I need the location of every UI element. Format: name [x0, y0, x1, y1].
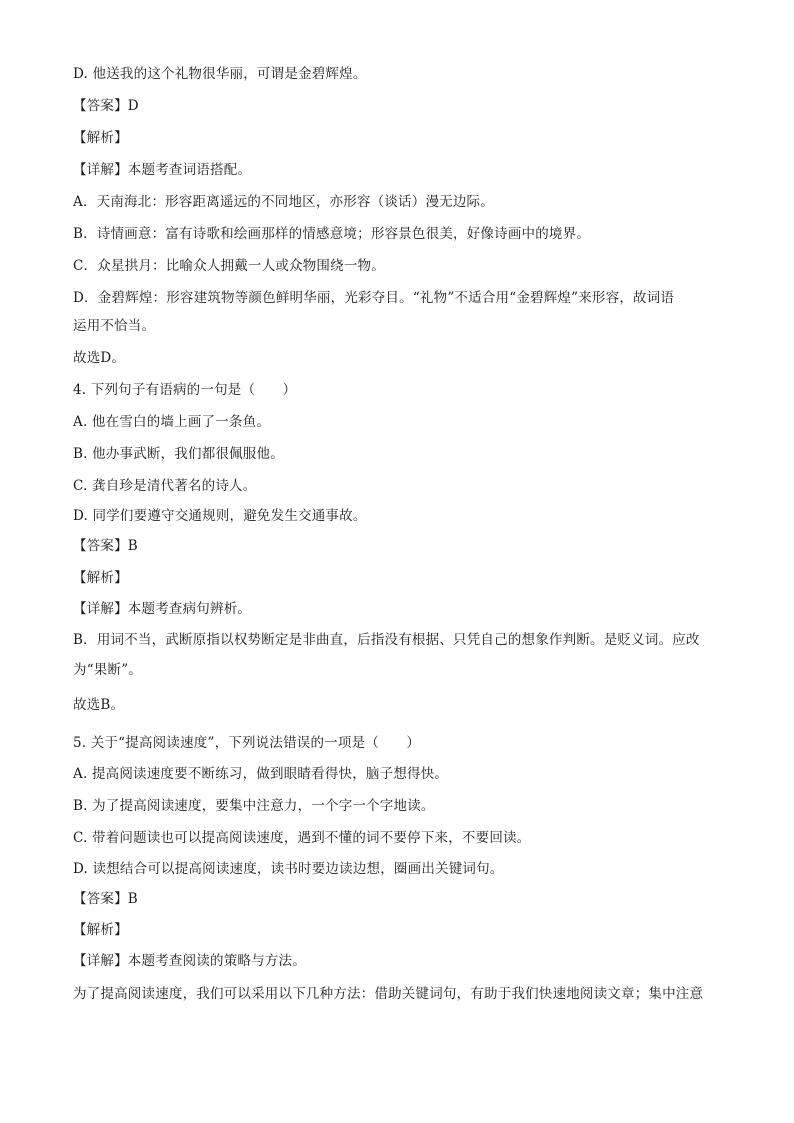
conclusion-line: 故选B。 — [73, 697, 125, 713]
question-4-option-a: A. 他在雪白的墙上画了一条鱼。 — [73, 414, 271, 430]
answer-label: 【答案】B — [73, 891, 138, 907]
explanation-b: B．用词不当，武断原指以权势断定是非曲直，后指没有根据、只凭自己的想象作判断。是贬义词。应改 — [73, 632, 700, 648]
question-5-option-d: D. 读想结合可以提高阅读速度，读书时要边读边想，圈画出关键词句。 — [73, 861, 504, 877]
analysis-label: 【解析】 — [73, 130, 128, 146]
explanation-a: A．天南海北：形容距离遥远的不同地区，亦形容（谈话）漫无边际。 — [73, 194, 494, 210]
question-4-option-c: C. 龚自珍是清代著名的诗人。 — [73, 478, 257, 494]
explanation-b: B．诗情画意：富有诗歌和绘画那样的情感意境；形容景色很美，好像诗画中的境界。 — [73, 226, 591, 242]
question-4-option-d: D. 同学们要遵守交通规则，避免发生交通事故。 — [73, 508, 367, 524]
detail-line: 【详解】本题考查阅读的策略与方法。 — [73, 953, 306, 969]
explanation-c: C．众星拱月：比喻众人拥戴一人或众物围绕一物。 — [73, 258, 385, 274]
analysis-label: 【解析】 — [73, 922, 128, 938]
detail-line: 【详解】本题考查病句辨析。 — [73, 601, 252, 617]
answer-label: 【答案】B — [73, 538, 138, 554]
detail-line: 【详解】本题考查词语搭配。 — [73, 162, 252, 178]
question-5-option-c: C. 带着问题读也可以提高阅读速度，遇到不懂的词不要停下来，不要回读。 — [73, 830, 531, 846]
question-4-stem: 4. 下列句子有语病的一句是（ ） — [73, 382, 297, 398]
option-d-line: D. 他送我的这个礼物很华丽，可谓是金碧辉煌。 — [73, 66, 367, 82]
question-5-option-b: B. 为了提高阅读速度，要集中注意力，一个字一个字地读。 — [73, 798, 435, 814]
question-5-stem: 5. 关于“提高阅读速度”，下列说法错误的一项是（ ） — [73, 735, 421, 751]
explanation-d: D．金碧辉煌：形容建筑物等颜色鲜明华丽，光彩夺目。“礼物”不适合用“金碧辉煌”来形容，故词语 — [73, 290, 675, 306]
explanation-paragraph: 为了提高阅读速度，我们可以采用以下几种方法：借助关键词句，有助于我们快速地阅读文章；集中注意 — [73, 986, 704, 1002]
explanation-b-cont: 为“果断”。 — [73, 662, 143, 678]
answer-label: 【答案】D — [73, 98, 139, 114]
question-5-option-a: A. 提高阅读速度要不断练习，做到眼睛看得快，脑子想得快。 — [73, 766, 449, 782]
explanation-d-cont: 运用不恰当。 — [73, 318, 156, 334]
conclusion-line: 故选D。 — [73, 350, 126, 366]
analysis-label: 【解析】 — [73, 570, 128, 586]
question-4-option-b: B. 他办事武断，我们都很佩服他。 — [73, 446, 284, 462]
